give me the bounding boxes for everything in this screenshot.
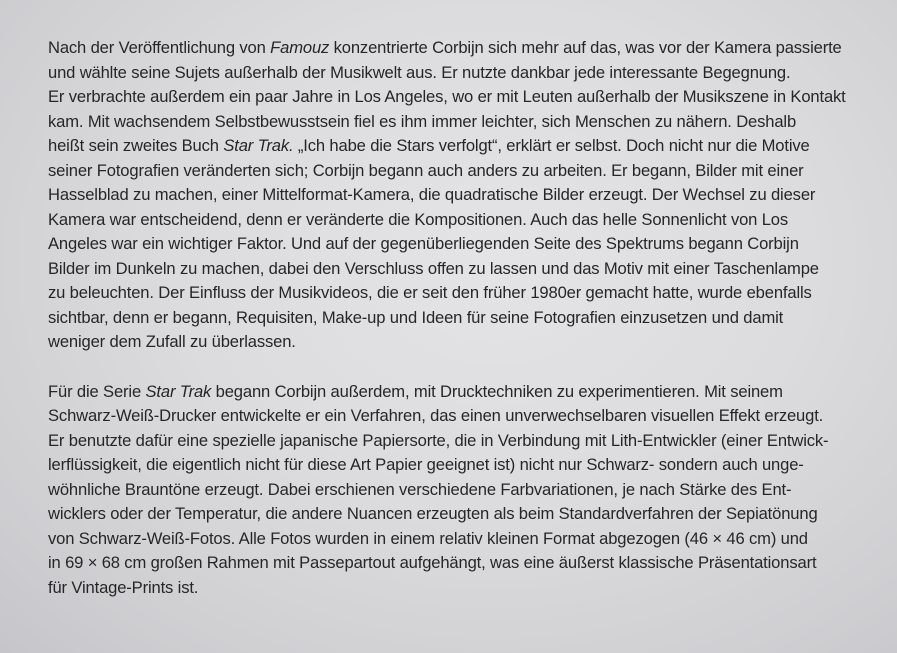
text-line xyxy=(48,502,848,527)
title-emphasis: Famouz xyxy=(270,38,330,57)
text-segment: „Ich habe die Stars verfolgt“, erklärt er selbst. Doch nicht nur die Motive xyxy=(293,136,810,155)
text-segment: lerflüssigkeit, die eigentlich nicht für diese Art Papier geeignet ist) nicht nur Schwarz- sondern auch unge- xyxy=(48,455,804,474)
text-segment: von Schwarz-Weiß-Fotos. Alle Fotos wurden in einem relativ kleinen Format abgezogen (46 × 46 cm) und xyxy=(48,528,808,548)
text-line xyxy=(48,453,848,478)
text-line xyxy=(48,380,848,405)
text-segment: wicklers oder der Temperatur, die andere Nuancen erzeugten als beim Standardverfahren der Sepiatönung xyxy=(48,504,818,523)
title-emphasis: Star Trak xyxy=(145,381,212,401)
text-line xyxy=(48,61,848,86)
text-segment: und wählte seine Sujets außerhalb der Musikwelt aus. Er nutzte dankbar jede interessante Begegnung. xyxy=(48,62,791,82)
text-segment: heißt sein zweites Buch xyxy=(48,136,224,155)
text-segment: Er benutzte dafür eine spezielle japanische Papiersorte, die in Verbindung mit Lith-Entwickler (einer Entwick- xyxy=(48,430,829,450)
wall-text-panel xyxy=(48,36,848,600)
text-segment: Schwarz-Weiß-Drucker entwickelte er ein Verfahren, das einen unverwechselbaren visuellen Effekt erzeugt. xyxy=(48,406,824,425)
text-line xyxy=(48,36,848,61)
text-segment: wöhnliche Brauntöne erzeugt. Dabei erschienen verschiedene Farbvariationen, je nach Stärke des Ent- xyxy=(48,479,792,499)
text-line xyxy=(48,404,848,429)
paragraph-2 xyxy=(48,380,848,601)
text-segment: weniger dem Zufall zu überlassen. xyxy=(48,332,296,351)
text-line xyxy=(48,183,848,208)
text-line xyxy=(48,576,848,601)
text-line xyxy=(48,110,848,135)
text-segment: Für die Serie xyxy=(48,381,146,401)
text-segment: Hasselblad zu machen, einer Mittelformat-Kamera, die quadratische Bilder erzeugt. Der Wechsel zu dieser xyxy=(48,185,816,204)
text-segment: seiner Fotografien veränderten sich; Corbijn begann auch anders zu arbeiten. Er begann, Bilder mit einer xyxy=(48,160,804,180)
title-emphasis: Star Trak. xyxy=(223,136,294,155)
text-segment: Angeles war ein wichtiger Faktor. Und auf der gegenüberliegenden Seite des Spektrums begann Corbijn xyxy=(48,234,799,253)
text-segment: Nach der Veröffentlichung von xyxy=(48,38,271,57)
text-segment: Bilder im Dunkeln zu machen, dabei den Verschluss offen zu lassen und das Motiv mit einer Taschenlampe xyxy=(48,258,819,278)
text-line xyxy=(48,478,848,503)
text-line xyxy=(48,527,848,552)
text-line xyxy=(48,134,848,159)
text-line xyxy=(48,208,848,233)
text-line xyxy=(48,551,848,576)
text-line xyxy=(48,159,848,184)
text-line xyxy=(48,281,848,306)
text-segment: begann Corbijn außerdem, mit Drucktechniken zu experimentieren. Mit seinem xyxy=(211,381,783,401)
text-segment: zu beleuchten. Der Einfluss der Musikvideos, die er seit den früher 1980er gemacht hatte, wurde ebenfalls xyxy=(48,283,812,302)
text-line xyxy=(48,85,848,110)
text-line xyxy=(48,429,848,454)
text-segment: Kamera war entscheidend, denn er veränderte die Kompositionen. Auch das helle Sonnenlicht von Los xyxy=(48,209,789,229)
text-segment: konzentrierte Corbijn sich mehr auf das, was vor der Kamera passierte xyxy=(329,38,842,57)
paragraph-1 xyxy=(48,36,848,355)
text-segment: sichtbar, denn er begann, Requisiten, Make-up und Ideen für seine Fotografien einzusetzen und damit xyxy=(48,307,784,327)
text-line xyxy=(48,257,848,282)
text-line xyxy=(48,232,848,257)
text-segment: kam. Mit wachsendem Selbstbewusstsein fiel es ihm immer leichter, sich Menschen zu nähern. Deshalb xyxy=(48,111,797,131)
text-segment: in 69 × 68 cm großen Rahmen mit Passepartout aufgehängt, was eine äußerst klassische Präsentationsart xyxy=(48,553,817,572)
text-line xyxy=(48,330,848,355)
text-segment: Er verbrachte außerdem ein paar Jahre in Los Angeles, wo er mit Leuten außerhalb der Musikszene in Kontakt xyxy=(48,87,846,106)
text-segment: für Vintage-Prints ist. xyxy=(48,577,199,597)
text-line xyxy=(48,306,848,331)
